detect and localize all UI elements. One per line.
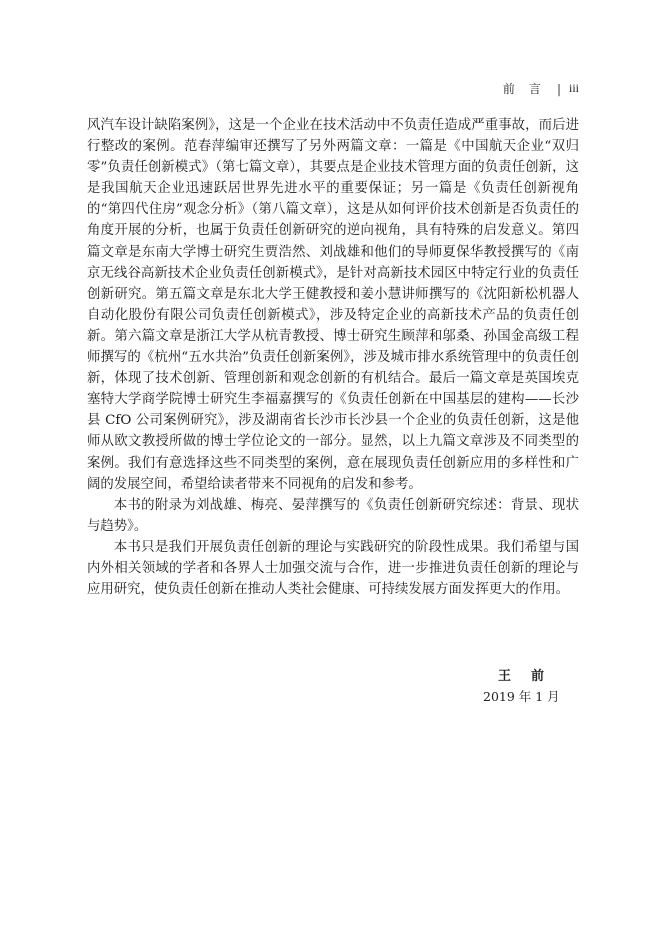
paragraph-appendix: 本书的附录为刘战雄、梅亮、晏萍撰写的《负责任创新研究综述：背景、现状与趋势》。: [87, 497, 579, 534]
preface-body: [87, 115, 579, 600]
running-header: [503, 80, 579, 97]
signature-date: 2019 年 1 月: [483, 689, 560, 704]
header-title: 前言: [502, 82, 555, 96]
header-separator: |: [556, 81, 561, 96]
author-signature: 王前: [498, 669, 565, 684]
paragraph-closing: 本书只是我们开展负责任创新的理论与实践研究的阶段性成果。我们希望与国内外相关领域的学者和各界人士加强交流与合作，进一步推进负责任创新的理论与应用研究，使负责任创新在推动人类社会健康、可持续发展方面发挥更大的作用。: [87, 539, 579, 598]
page-number: iii: [568, 81, 579, 95]
paragraph-continued: 风汽车设计缺陷案例》，这是一个企业在技术活动中不负责任造成严重事故，而后进行整改的案例。范春萍编审还撰写了另外两篇文章：一篇是《中国航天企业“双归零”负责任创新模式》（第七篇文章），其要点是企业技术管理方面的负责任创新，这是我国航天企业迅速跃居世界先进水平的重要保证；另一篇是《负责任创新视角的“第四代住房”观念分析》（第八篇文章），这是从如何评价技术创新是否负责任的角度开展的分析，也属于负责任创新研究的逆向视角，具有特殊的启发意义。第四篇文章是东南大学博士研究生贾浩然、刘战雄和他们的导师夏保华教授撰写的《南京无线谷高新技术企业负责任创新模式》，是针对高新技术园区中特定行业的负责任创新研究。第五篇文章是东北大学王健教授和姜小慧讲师撰写的《沈阳新松机器人自动化股份有限公司负责任创新模式》，涉及特定企业的高新技术产品的负责任创新。第六篇文章是浙江大学从杭青教授、博士研究生顾萍和邬桑、孙国金高级工程师撰写的《杭州“五水共治”负责任创新案例》，涉及城市排水系统管理中的负责任创新，体现了技术创新、管理创新和观念创新的有机结合。最后一篇文章是英国埃克塞特大学商学院博士研究生李福嘉撰写的《负责任创新在中国基层的建构——长沙县 CfO 公司案例研究》，涉及湖南省长沙市长沙县一个企业的负责任创新，这是他师从欧文教授所做的博士学位论文的一部分。显然，以上九篇文章涉及不同类型的案例。我们有意选择这些不同类型的案例，意在展现负责任创新应用的多样性和广阔的发展空间，希望给读者带来不同视角的启发和参考。: [87, 118, 579, 492]
